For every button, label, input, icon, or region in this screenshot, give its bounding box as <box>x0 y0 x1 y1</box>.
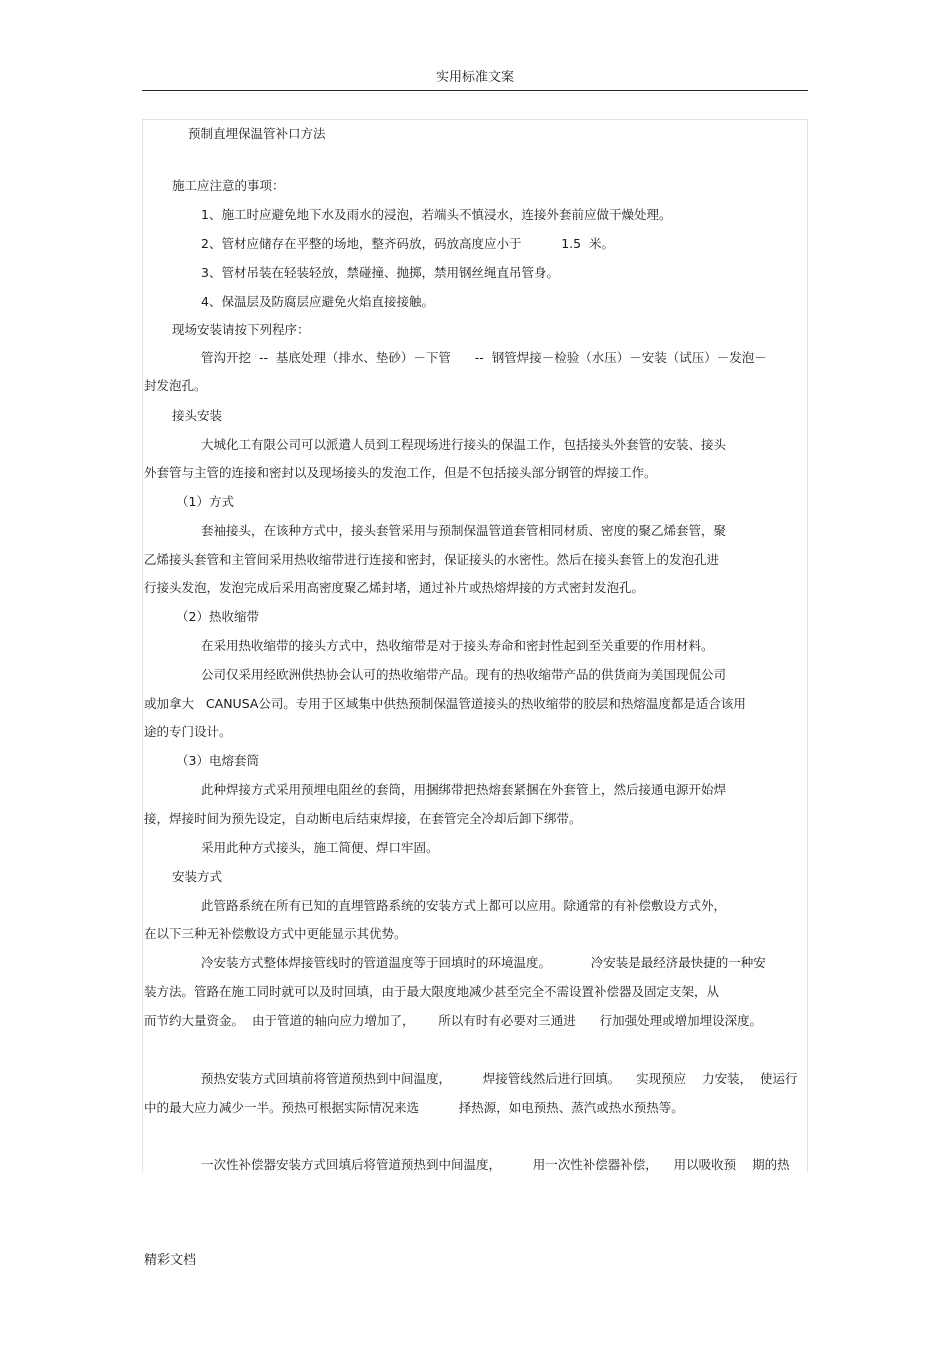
body-line: 而节约大量资金。 由于管道的轴向应力增加了， 所以有时有必要对三通进 行加强处理或增加埋设深度。 <box>144 1013 763 1028</box>
subsection-heading: （1）方式 <box>176 494 234 509</box>
body-line: 预热安装方式回填前将管道预热到中间温度， 焊接管线然后进行回填。 实现预应 力安装， 使运行 <box>201 1071 798 1086</box>
body-line: 装方法。管路在施工同时就可以及时回填，由于最大限度地减少甚至完全不需设置补偿器及固定支架，从 <box>144 984 720 999</box>
body-line: 2、管材应储存在平整的场地，整齐码放，码放高度应小于 1.5 米。 <box>201 236 615 251</box>
body-line: 大城化工有限公司可以派遣人员到工程现场进行接头的保温工作，包括接头外套管的安装、接头 <box>201 437 727 452</box>
body-line: 外套管与主管的连接和密封以及现场接头的发泡工作，但是不包括接头部分钢管的焊接工作。 <box>144 465 657 480</box>
header-rule <box>142 90 808 91</box>
body-line: 公司仅采用经欧洲供热协会认可的热收缩带产品。现有的热收缩带产品的供货商为美国现侃公司 <box>201 667 727 682</box>
body-line: 3、管材吊装在轻装轻放，禁碰撞、抛掷，禁用钢丝绳直吊管身。 <box>201 265 559 280</box>
page-header-title: 实用标准文案 <box>435 70 514 85</box>
body-line: 封发泡孔。 <box>144 378 207 393</box>
page-footer-label: 精彩文档 <box>144 1253 197 1268</box>
body-line: 在以下三种无补偿敷设方式中更能显示其优势。 <box>144 926 407 941</box>
body-line: 或加拿大 CANUSA公司。专用于区域集中供热预制保温管道接头的热收缩带的胶层和热熔温度都是适合该用 <box>144 696 746 711</box>
body-line: 在采用热收缩带的接头方式中，热收缩带是对于接头寿命和密封性起到至关重要的作用材料。 <box>201 638 714 653</box>
body-line: 此种焊接方式采用预埋电阻丝的套筒，用捆绑带把热熔套紧捆在外套管上，然后接通电源开始焊 <box>201 782 727 797</box>
body-line: 一次性补偿器安装方式回填后将管道预热到中间温度， 用一次性补偿器补偿， 用以吸收预 期的热 <box>201 1157 790 1172</box>
section-heading: 安装方式 <box>172 869 223 884</box>
body-line: 此管路系统在所有已知的直埋管路系统的安装方式上都可以应用。除通常的有补偿敷设方式外， <box>201 898 727 913</box>
body-line: 行接头发泡，发泡完成后采用高密度聚乙烯封堵，通过补片或热熔焊接的方式密封发泡孔。 <box>144 580 645 595</box>
subsection-heading: （3）电熔套筒 <box>176 753 259 768</box>
section-heading: 接头安装 <box>172 408 223 423</box>
body-line: 乙烯接头套管和主管间采用热收缩带进行连接和密封，保证接头的水密性。然后在接头套管上的发泡孔进 <box>144 552 720 567</box>
doc-title: 预制直埋保温管补口方法 <box>188 126 326 141</box>
body-line: 途的专门设计。 <box>144 724 232 739</box>
body-line: 1、施工时应避免地下水及雨水的浸泡，若端头不慎浸水，连接外套前应做干燥处理。 <box>201 207 672 222</box>
body-line: 套袖接头，在该种方式中，接头套管采用与预制保温管道套管相同材质、密度的聚乙烯套管，聚 <box>201 523 727 538</box>
subsection-heading: （2）热收缩带 <box>176 609 259 624</box>
body-line: 现场安装请按下列程序： <box>172 322 310 337</box>
body-line: 采用此种方式接头，施工简便、焊口牢固。 <box>201 840 439 855</box>
body-line: 冷安装方式整体焊接管线时的管道温度等于回填时的环境温度。 冷安装是最经济最快捷的一种安 <box>201 955 766 970</box>
body-line: 中的最大应力减少一半。预热可根据实际情况来选 择热源，如电预热、蒸汽或热水预热等。 <box>144 1100 684 1115</box>
body-line: 接，焊接时间为预先设定，自动断电后结束焊接，在套管完全冷却后卸下绑带。 <box>144 811 582 826</box>
body-line: 管沟开挖 -- 基底处理（排水、垫砂）－下管 -- 钢管焊接－检验（水压）－安装（试压）－发泡－ <box>201 350 767 365</box>
body-line: 4、保温层及防腐层应避免火焰直接接触。 <box>201 294 434 309</box>
body-line: 施工应注意的事项： <box>172 178 285 193</box>
